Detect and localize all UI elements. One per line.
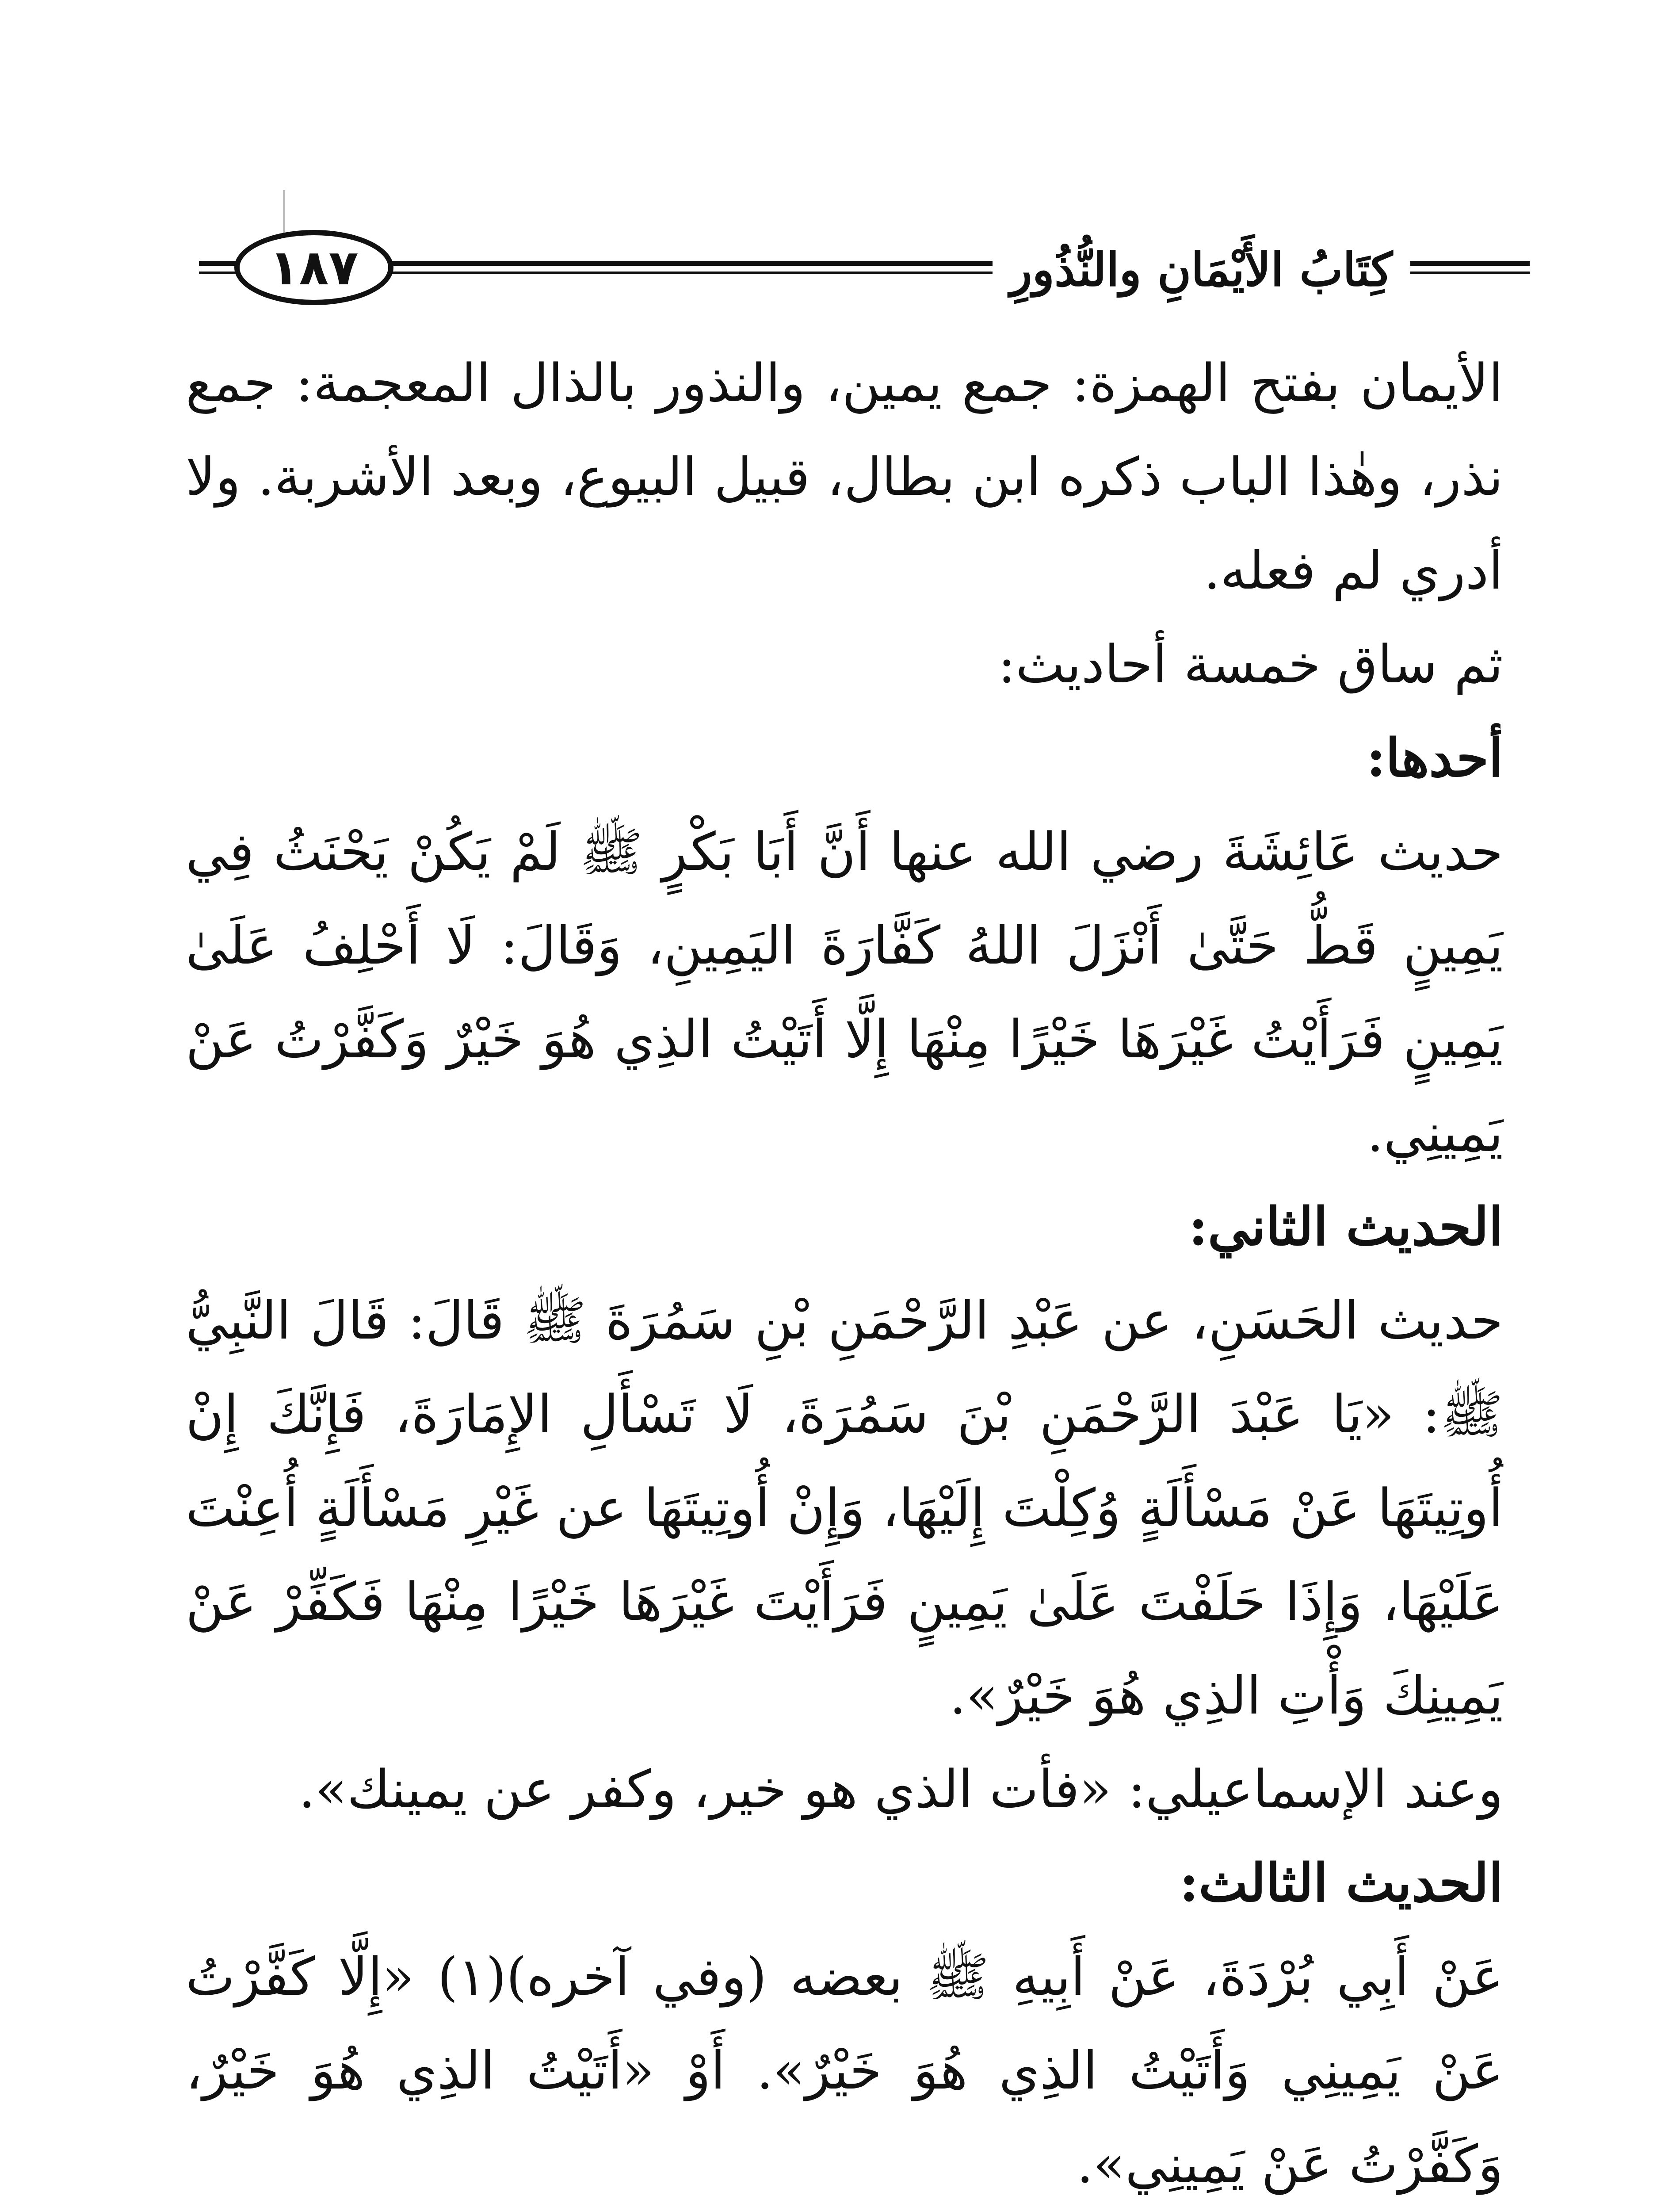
page-header — [181, 221, 1530, 318]
section-heading: أحدها: — [1366, 727, 1503, 788]
paragraph: حديث عَائِشَةَ رضي الله عنها أَنَّ أَبَا بَكْرٍ ﷺ لَمْ يَكُنْ يَحْنَثُ فِي يَمِينٍ قَطُّ حَتَّىٰ أَنْزَلَ اللهُ كَفَّارَةَ اليَمِينِ، وَقَالَ: لَا أَحْلِفُ عَلَىٰ يَمِينٍ فَرَأَيْتُ غَيْرَهَا خَيْرًا مِنْهَا إِلَّا أَتَيْتُ الذِي هُوَ خَيْرٌ وَكَفَّرْتُ عَنْ يَمِينِي. — [186, 821, 1503, 1163]
section-heading: الحديث الثاني: — [1188, 1196, 1503, 1257]
section-heading: الحديث الثالث: — [1179, 1852, 1503, 1913]
running-title: كِتَابُ الأَيْمَانِ والنُّذُورِ — [993, 239, 1410, 301]
paragraph: وعند الإسماعيلي: «فأت الذي هو خير، وكفر عن يمينك». — [298, 1759, 1503, 1820]
page-number: ١٨٧ — [269, 239, 359, 296]
paragraph: عَنْ أَبِي بُرْدَةَ، عَنْ أَبِيهِ ﷺ بعضه (وفي آخره)(١) «إِلَّا كَفَّرْتُ عَنْ يَمِينِي وَأَتَيْتُ الذِي هُوَ خَيْرٌ». أَوْ «أَتَيْتُ الذِي هُوَ خَيْرٌ، وَكَفَّرْتُ عَنْ يَمِينِي». — [186, 1946, 1503, 2195]
paragraph: الأيمان بفتح الهمزة: جمع يمين، والنذور بالذال المعجمة: جمع نذر، وهٰذا الباب ذكره ابن بطال، قبيل البيوع، وبعد الأشربة. ولا أدري لم فعله. — [186, 352, 1503, 601]
paragraph: حديث الحَسَنِ، عن عَبْدِ الرَّحْمَنِ بْنِ سَمُرَةَ ﷺ قَالَ: قَالَ النَّبِيُّ ﷺ: «يَا عَبْدَ الرَّحْمَنِ بْنَ سَمُرَةَ، لَا تَسْأَلِ الإِمَارَةَ، فَإِنَّكَ إِنْ أُوتِيتَهَا عَنْ مَسْأَلَةٍ وُكِلْتَ إِلَيْهَا، وَإِنْ أُوتِيتَهَا عن غَيْرِ مَسْأَلَةٍ أُعِنْتَ عَلَيْهَا، وَإِذَا حَلَفْتَ عَلَىٰ يَمِينٍ فَرَأَيْتَ غَيْرَهَا خَيْرًا مِنْهَا فَكَفِّرْ عَنْ يَمِينِكَ وَأْتِ الذِي هُوَ خَيْرٌ». — [186, 1290, 1503, 1726]
page-number-badge — [234, 230, 393, 305]
paragraph: ثم ساق خمسة أحاديث: — [998, 634, 1503, 695]
main-text — [186, 336, 1503, 2211]
